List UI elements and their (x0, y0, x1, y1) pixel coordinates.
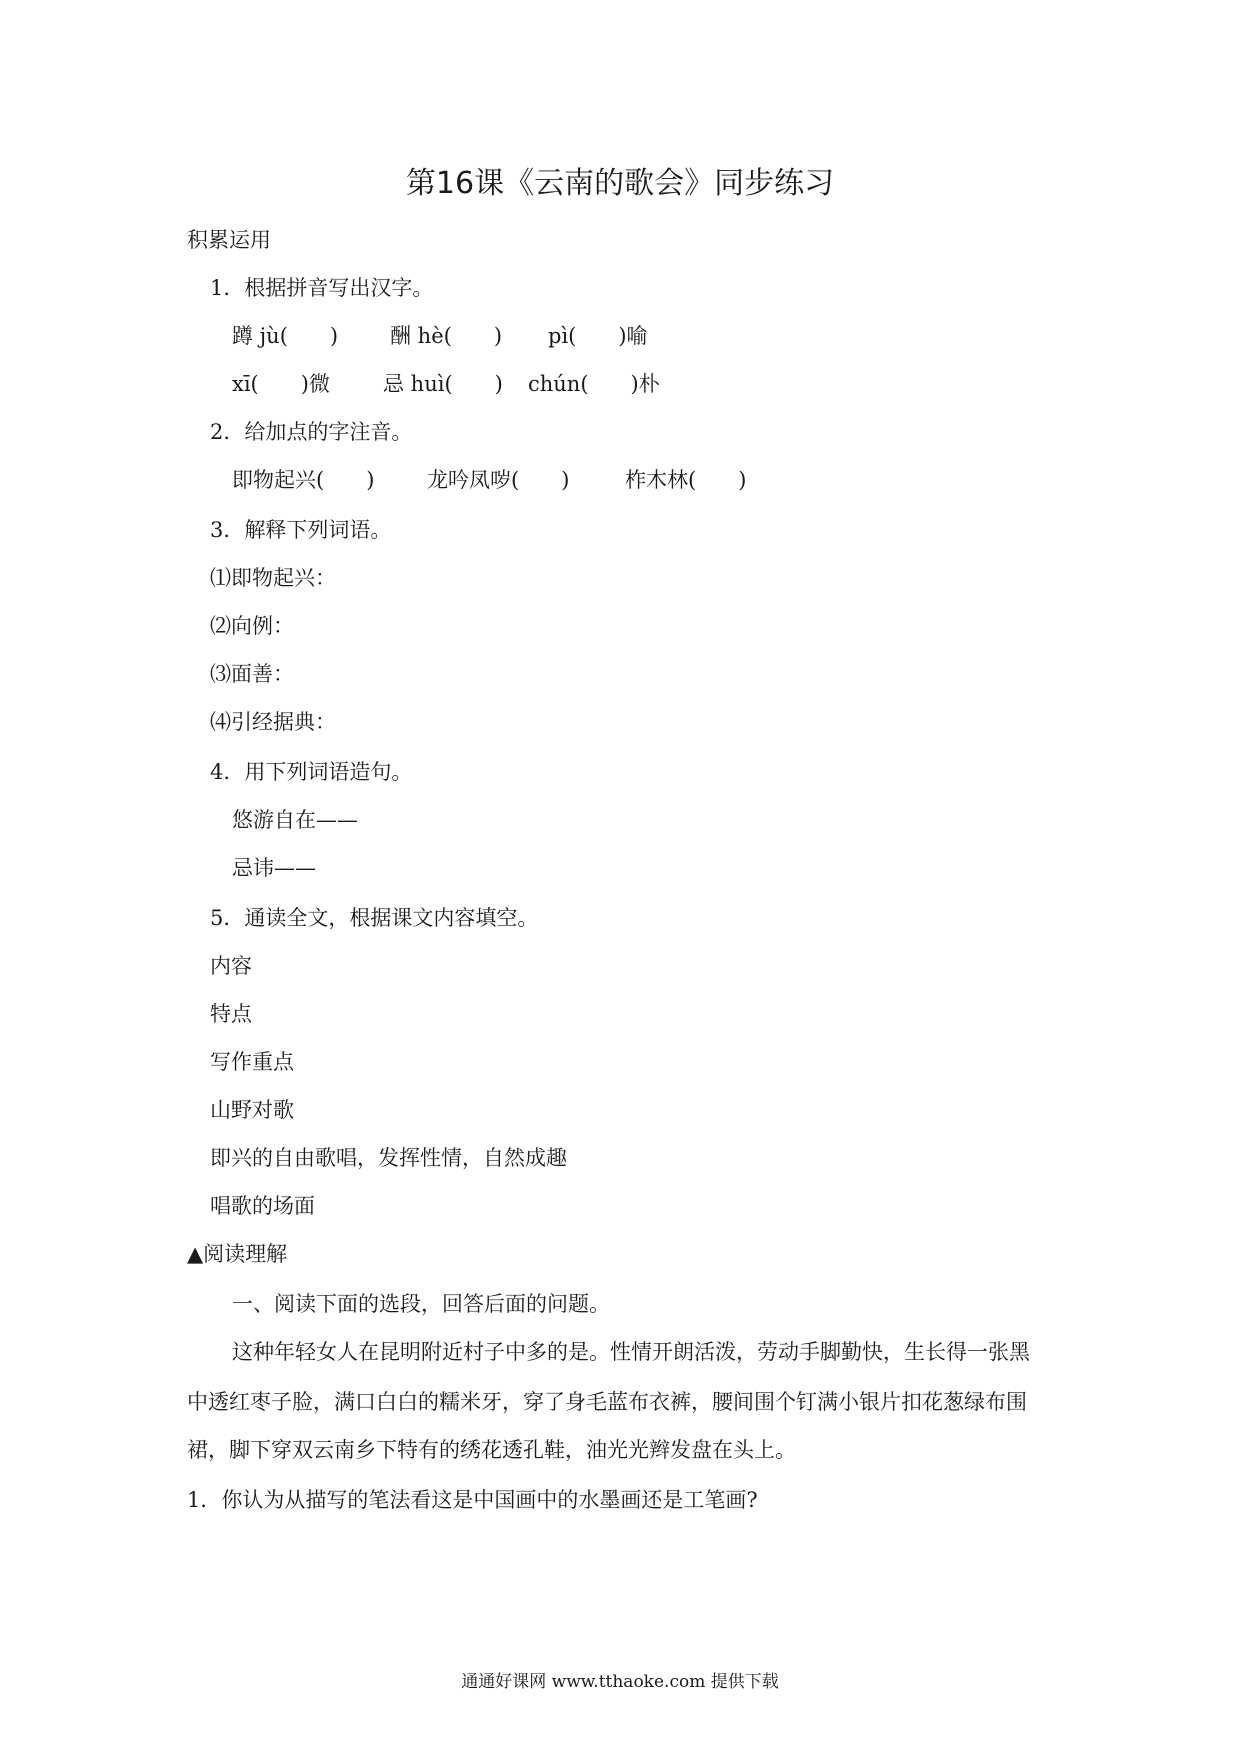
page-title: 第16课《云南的歌会》同步练习 (405, 166, 835, 201)
question-3-prompt: 3．解释下列词语。 (210, 518, 392, 542)
passage-line: 中透红枣子脸，满口白白的糯米牙，穿了身毛蓝布衣裤，腰间围个钉满小银片扣花葱绿布围 (187, 1390, 1027, 1414)
sentence-item: 悠游自在—— (232, 808, 358, 832)
question-5-prompt: 5．通读全文，根据课文内容填空。 (210, 906, 539, 930)
vocab-item: ⑷引经据典： (210, 710, 336, 734)
footer: 通通好课网 www.tthaoke.com 提供下载 (461, 1672, 779, 1692)
pinyin-item: 酬 hè( ) (390, 324, 503, 348)
phonetic-item: 柞木林( ) (625, 468, 747, 492)
passage-line: 裙，脚下穿双云南乡下特有的绣花透孔鞋，油光光辫发盘在头上。 (187, 1438, 796, 1462)
fill-item: 唱歌的场面 (210, 1194, 315, 1218)
fill-item: 即兴的自由歌唱，发挥性情，自然成趣 (210, 1146, 567, 1170)
passage-line: 这种年轻女人在昆明附近村子中多的是。性情开朗活泼，劳动手脚勤快，生长得一张黑 (232, 1340, 1030, 1364)
pinyin-item: pì( )喻 (548, 324, 648, 348)
sentence-item: 忌讳—— (232, 856, 316, 880)
fill-item: 内容 (210, 954, 252, 978)
question-1-prompt: 1．根据拼音写出汉字。 (210, 276, 434, 300)
reading-intro: 一、阅读下面的选段，回答后面的问题。 (232, 1292, 610, 1316)
vocab-item: ⑴即物起兴： (210, 566, 336, 590)
question-4-prompt: 4．用下列词语造句。 (210, 760, 413, 784)
fill-item: 写作重点 (210, 1050, 294, 1074)
reading-question-1: 1．你认为从描写的笔法看这是中国画中的水墨画还是工笔画? (187, 1488, 758, 1512)
question-2-prompt: 2．给加点的字注音。 (210, 420, 413, 444)
pinyin-item: 蹲 jù( ) (232, 324, 339, 348)
pinyin-item: chún( )朴 (528, 372, 660, 396)
vocab-item: ⑵向例： (210, 614, 294, 638)
pinyin-item: xī( )微 (232, 372, 330, 396)
phonetic-item: 即物起兴( ) (232, 468, 375, 492)
fill-item: 特点 (210, 1002, 252, 1026)
fill-item: 山野对歌 (210, 1098, 294, 1122)
section-heading-accumulation: 积累运用 (187, 228, 271, 252)
phonetic-item: 龙吟凤哕( ) (427, 468, 570, 492)
pinyin-item: 忌 huì( ) (383, 372, 503, 396)
vocab-item: ⑶面善： (210, 662, 294, 686)
section-heading-reading: ▲阅读理解 (187, 1242, 288, 1266)
